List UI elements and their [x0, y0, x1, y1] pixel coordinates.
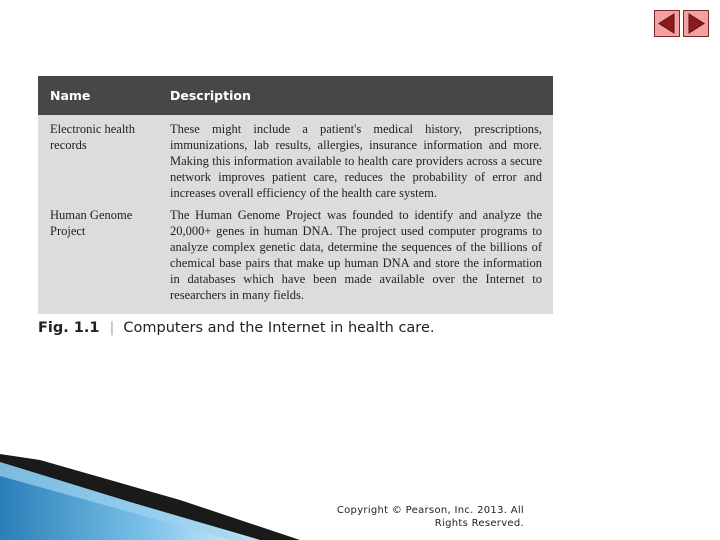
triangle-left-icon: [655, 11, 679, 36]
decorative-swoosh: [0, 440, 340, 540]
previous-slide-button[interactable]: [654, 10, 680, 37]
caption-separator: |: [109, 320, 115, 336]
row-name: Electronic health records: [50, 122, 136, 152]
figure-caption: [38, 320, 434, 336]
next-slide-button[interactable]: [683, 10, 709, 37]
figure-label: Fig. 1.1: [38, 320, 100, 336]
copyright-notice: Copyright © Pearson, Inc. 2013. All Rights Reserved.: [336, 505, 524, 529]
health-care-table: [38, 76, 553, 314]
table-header: [38, 76, 553, 115]
column-header-name: Name: [50, 88, 91, 103]
caption-text: Computers and the Internet in health care.: [123, 320, 435, 336]
row-description: The Human Genome Project was founded to identify and analyze the 20,000+ genes in human DNA. The project used computer programs to analyze complex genetic data, determine the sequences of the billions of chemical base pairs that make up human DNA and store the information in databases which have been made available over the Internet to researchers in many fields.: [170, 208, 542, 302]
row-description: These might include a patient's medical history, prescriptions, immunizations, lab results, allergies, insurance information and more. Making this information available to health care providers across a secure network improves patient care, reduces the probability of error and increases overall efficiency of the health care system.: [170, 122, 542, 200]
triangle-right-icon: [684, 11, 708, 36]
row-name: Human Genome Project: [50, 208, 133, 238]
column-header-description: Description: [170, 88, 251, 103]
